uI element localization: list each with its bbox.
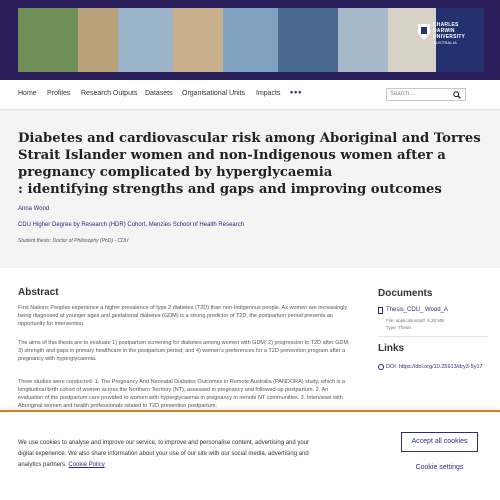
abstract-heading: Abstract (18, 287, 59, 298)
document-icon (378, 307, 383, 314)
nav-home[interactable]: Home (18, 90, 37, 97)
author-link[interactable]: Anna Wood (18, 206, 50, 212)
accept-all-cookies-button[interactable]: Accept all cookies (401, 432, 478, 452)
logo-line3: UNIVERSITY (433, 34, 466, 40)
title-main: Diabetes and cardiovascular risk among Aboriginal and Torres Strait Islander women and non-Indigenous women after a pregnancy complicated by hyperglycaemia (18, 131, 481, 180)
cookie-settings-button[interactable]: Cookie settings (401, 461, 478, 475)
document-link[interactable]: Thesis_CDU_ Wood_A (386, 307, 448, 313)
shield-icon (418, 24, 430, 40)
document-type: Type: Thesis (386, 325, 412, 330)
search-icon[interactable] (453, 91, 461, 99)
abstract-paragraph-1: First Nations Peoples experience a higher prevalence of type 2 diabetes (T2D) than non-Indigenous people. As women are increasingly being diagnosed at younger ages and gestational diabetes (GDM) is a strong predictor of T2D, the postpartum period presents an opportunity for intervention. (18, 305, 348, 327)
abstract-paragraph-3: Three studies were conducted: 1. The Pregnancy And Neonatal Diabetes Outcomes in Remote Australia (PANDORA) study, which is a longitudinal birth cohort of women across the Northern Territory (NT), assessed in pregnancy and followed-up postpartum. 2. An evaluation of the postpartum care provided to women with hyperglycaemia in pregnancy in remote NT communities. 3. Interviews with Aboriginal women and health professionals related to T2D prevention postpartum. (18, 379, 346, 409)
divider (378, 336, 488, 337)
banner-photo-collage (18, 8, 484, 72)
title-subtitle: : identifying strengths and gaps and improving outcomes (18, 182, 442, 197)
abstract-paragraph-2: The aims of this thesis are to evaluate 1) postpartum screening for diabetes among women with GDM; 2) progression to T2D after GDM; 3) strength and gaps in primary healthcare in the postpartum period; and 4) women's preferences for a T2D prevention program after a pregnancy with hyperglycaemia. (18, 340, 350, 362)
cookie-text: We use cookies to analyse and improve our service, to improve and personalise content, advertising and your digital experience. We also share information about your use of our site with our social media, advertising and analytics partners. (18, 440, 310, 468)
links-heading: Links (378, 343, 405, 354)
organisation-link[interactable]: CDU Higher Degree by Research (HDR) Cohort, Menzies School of Health Research (18, 222, 245, 228)
banner (0, 0, 500, 80)
more-menu-icon[interactable]: ••• (290, 87, 303, 97)
logo-line2: DARWIN (433, 28, 455, 34)
page-title (18, 130, 488, 198)
nav-profiles[interactable]: Profiles (47, 90, 71, 97)
nav-datasets[interactable]: Datasets (145, 90, 173, 97)
cookie-policy-link[interactable]: Cookie Policy (68, 462, 105, 468)
logo-line1: CHARLES (433, 22, 459, 28)
link-icon (378, 364, 384, 370)
nav-organisational-units[interactable]: Organisational Units (182, 90, 246, 97)
thesis-type: Student thesis: Doctor of Philosophy (PhD) - CDU (18, 238, 129, 244)
search-input[interactable] (386, 88, 466, 101)
logo-line4: AUSTRALIA (433, 40, 458, 45)
documents-heading: Documents (378, 288, 433, 299)
document-file-type: File: application/pdf, 5.26 MB (386, 318, 445, 323)
nav-research-outputs[interactable]: Research Outputs (81, 90, 138, 97)
cookie-message (18, 438, 318, 471)
search-placeholder: Search... (390, 91, 415, 97)
nav-impacts[interactable]: Impacts (256, 90, 281, 97)
university-logo[interactable] (418, 22, 478, 46)
doi-link[interactable]: DOI: https://doi.org/10.25913/dry3-5y17 (386, 364, 483, 370)
